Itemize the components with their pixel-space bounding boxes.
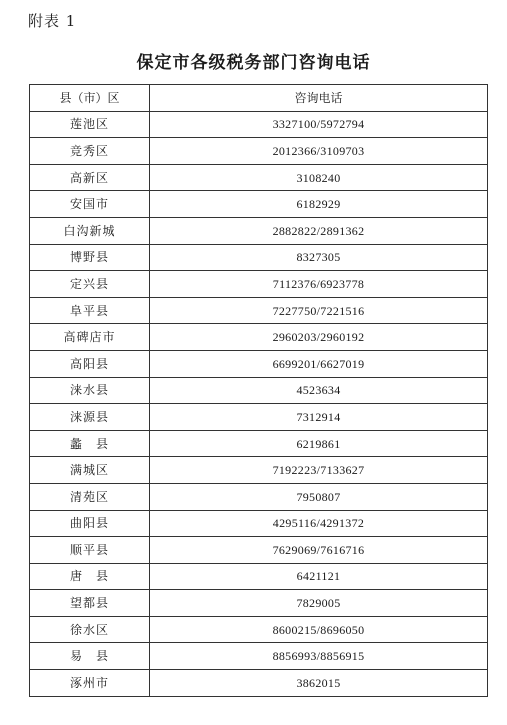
table-row [30,191,488,218]
district-cell: 曲阳县 [30,510,150,537]
district-cell: 涿州市 [30,670,150,697]
table-row [30,457,488,484]
table-row [30,324,488,351]
table-row [30,430,488,457]
phone-cell: 7227750/7221516 [150,297,488,324]
district-cell: 阜平县 [30,297,150,324]
phone-cell: 2882822/2891362 [150,217,488,244]
column-header-district: 县（市）区 [30,85,150,112]
phone-cell: 4523634 [150,377,488,404]
district-cell: 博野县 [30,244,150,271]
district-cell: 涞源县 [30,404,150,431]
district-cell: 徐水区 [30,616,150,643]
table-row [30,217,488,244]
phone-cell: 3108240 [150,164,488,191]
phone-cell: 2960203/2960192 [150,324,488,351]
phone-cell: 7629069/7616716 [150,537,488,564]
phone-cell: 3327100/5972794 [150,111,488,138]
phone-cell: 8600215/8696050 [150,616,488,643]
table-row [30,404,488,431]
table-row [30,164,488,191]
district-cell: 莲池区 [30,111,150,138]
district-cell: 顺平县 [30,537,150,564]
district-cell: 白沟新城 [30,217,150,244]
district-cell: 唐 县 [30,563,150,590]
phone-cell: 3862015 [150,670,488,697]
phone-cell: 6182929 [150,191,488,218]
district-cell: 望都县 [30,590,150,617]
phone-cell: 7950807 [150,483,488,510]
annex-label: 附表 1 [28,12,77,30]
table-row [30,244,488,271]
table-row [30,510,488,537]
district-cell: 蠡 县 [30,430,150,457]
phone-cell: 7829005 [150,590,488,617]
table-row [30,670,488,697]
table-row [30,350,488,377]
table-row [30,111,488,138]
document-title: 保定市各级税务部门咨询电话 [136,53,371,73]
district-cell: 涞水县 [30,377,150,404]
table-row [30,297,488,324]
phone-cell: 6219861 [150,430,488,457]
phone-cell: 2012366/3109703 [150,138,488,165]
table-row [30,537,488,564]
phone-cell: 6421121 [150,563,488,590]
table-row [30,271,488,298]
district-cell: 高碑店市 [30,324,150,351]
phone-cell: 8856993/8856915 [150,643,488,670]
district-cell: 满城区 [30,457,150,484]
table-header-row [30,85,488,112]
district-cell: 定兴县 [30,271,150,298]
table-row [30,590,488,617]
phone-cell: 6699201/6627019 [150,350,488,377]
table-row [30,643,488,670]
phone-cell: 4295116/4291372 [150,510,488,537]
phone-cell: 8327305 [150,244,488,271]
phone-cell: 7192223/7133627 [150,457,488,484]
table-row [30,377,488,404]
district-cell: 竞秀区 [30,138,150,165]
table-row [30,616,488,643]
district-cell: 易 县 [30,643,150,670]
district-cell: 安国市 [30,191,150,218]
phone-cell: 7312914 [150,404,488,431]
district-cell: 清苑区 [30,483,150,510]
district-cell: 高新区 [30,164,150,191]
table-row [30,563,488,590]
table-row [30,483,488,510]
tax-hotline-table [29,84,488,697]
table-row [30,138,488,165]
phone-cell: 7112376/6923778 [150,271,488,298]
column-header-phone: 咨询电话 [150,85,488,112]
table-body [30,111,488,696]
district-cell: 高阳县 [30,350,150,377]
